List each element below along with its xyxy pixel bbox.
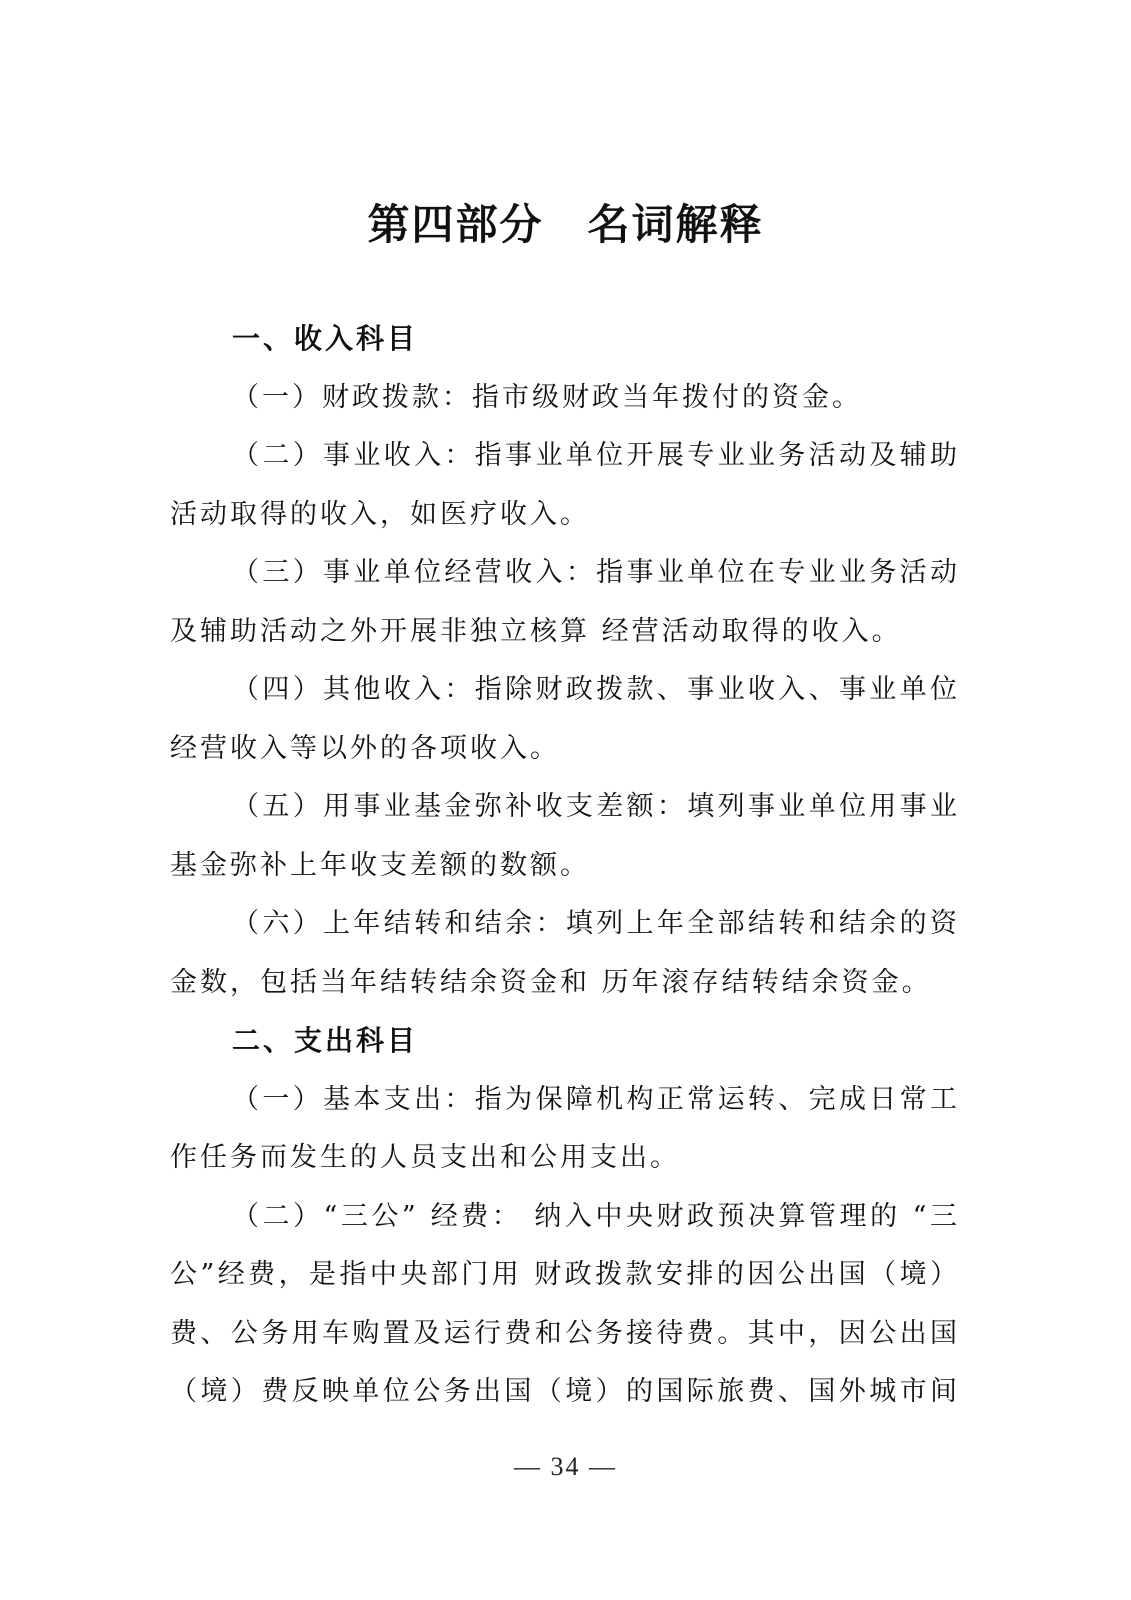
- paragraph-line: 作任务而发生的人员支出和公用支出。: [170, 1142, 680, 1173]
- section-heading-expenditure: 二、支出科目: [232, 1024, 419, 1057]
- paragraph-line: （三）事业单位经营收入：指事业单位在专业业务活动: [232, 557, 960, 588]
- document-body: [170, 310, 960, 1422]
- paragraph-line: 金数，包括当年结转结余资金和 历年滚存结转结余资金。: [170, 966, 932, 998]
- page-title: 第四部分 名词解释: [367, 200, 764, 249]
- paragraph-line: （境）费反映单位公务出国（境）的国际旅费、国外城市间: [170, 1376, 960, 1407]
- paragraph-line: 及辅助活动之外开展非独立核算 经营活动取得的收入。: [170, 615, 902, 647]
- paragraph-line: 基金弥补上年收支差额的数额。: [170, 849, 590, 881]
- paragraph-line: 费、公务用车购置及运行费和公务接待费。其中，因公出国: [170, 1317, 960, 1349]
- paragraph-line: （六）上年结转和结余：填列上年全部结转和结余的资: [232, 908, 960, 939]
- section-heading-income: 一、收入科目: [232, 322, 419, 355]
- paragraph-line: （四）其他收入：指除财政拨款、事业收入、事业单位: [232, 674, 960, 705]
- paragraph-line: （一）基本支出：指为保障机构正常运转、完成日常工: [232, 1083, 960, 1115]
- paragraph-line: 活动取得的收入，如医疗收入。: [170, 498, 590, 530]
- paragraph-line: （二）事业收入：指事业单位开展专业业务活动及辅助: [232, 440, 960, 471]
- paragraph-line: （五）用事业基金弥补收支差额：填列事业单位用事业: [232, 791, 960, 822]
- paragraph-line: （一）财政拨款：指市级财政当年拨付的资金。: [232, 381, 862, 413]
- paragraph-line: （二）“三公” 经费： 纳入中央财政预决算管理的 “三: [232, 1200, 960, 1232]
- page-number: — 34 —: [514, 1452, 617, 1481]
- paragraph-line: 经营收入等以外的各项收入。: [170, 732, 560, 764]
- paragraph-line: 公”经费，是指中央部门用 财政拨款安排的因公出国（境）: [170, 1259, 960, 1290]
